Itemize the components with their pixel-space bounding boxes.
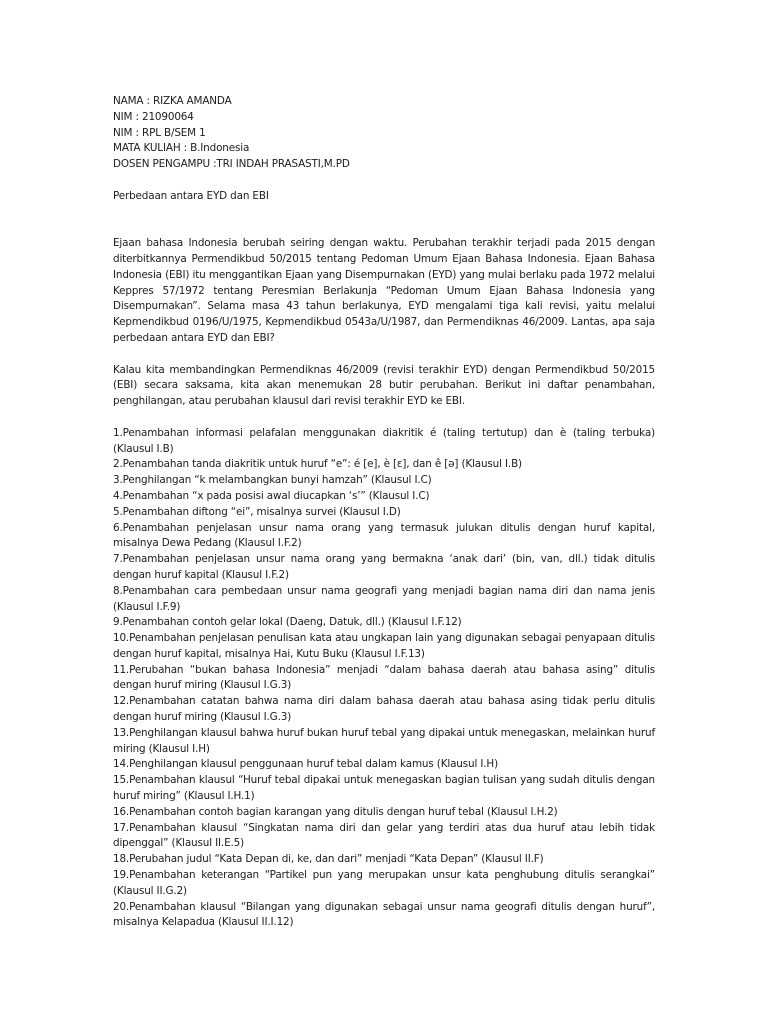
student-class: NIM : RPL B/SEM 1 (113, 126, 206, 139)
comparison-paragraph: Kalau kita membandingkan Permendiknas 46/2009 (revisi terakhir EYD) dengan Permendikbud 50/2015 (EBI) secara saksama, kita akan menemukan 28 butir perubahan. Berikut ini daftar penambahan, penghilangan, atau perubahan klausul dari revisi terakhir EYD ke EBI. (113, 363, 655, 408)
course-name: MATA KULIAH : B.Indonesia (113, 142, 250, 155)
list-item: 7.Penambahan penjelasan unsur nama orang yang bermakna ‘anak dari’ (bin, van, dll.) tidak ditulis dengan huruf kapital (Klausul I.F.2) (113, 553, 655, 581)
list-item: 4.Penambahan “x pada posisi awal diucapkan ‘s’” (Klausul I.C) (113, 489, 430, 502)
student-name: NAMA : RIZKA AMANDA (113, 95, 232, 107)
list-item: 18.Perubahan judul “Kata Depan di, ke, dan dari” menjadi “Kata Depan” (Klausul II.F) (113, 853, 544, 866)
list-item: 3.Penghilangan “k melambangkan bunyi hamzah” (Klausul I.C) (113, 474, 432, 487)
list-item: 11.Perubahan “bukan bahasa Indonesia” menjadi “dalam bahasa daerah atau bahasa asing” ditulis dengan huruf miring (Klausul I.G.3) (113, 663, 655, 692)
list-item: 16.Penambahan contoh bagian karangan yang ditulis dengan huruf tebal (Klausul I.H.2) (113, 805, 558, 818)
student-nim: NIM : 21090064 (113, 110, 194, 123)
list-item: 10.Penambahan penjelasan penulisan kata atau ungkapan lain yang digunakan sebagai penyapaan ditulis dengan huruf kapital, misalnya Hai, Kutu Buku (Klausul I.F.13) (113, 632, 655, 660)
document-title: Perbedaan antara EYD dan EBI (113, 189, 269, 202)
list-item: 6.Penambahan penjelasan unsur nama orang yang termasuk julukan ditulis dengan huruf kapital, misalnya Dewa Pedang (Klausul I.F.2) (113, 521, 655, 550)
list-item: 13.Penghilangan klausul bahwa huruf bukan huruf tebal yang dipakai untuk menegaskan, melainkan huruf miring (Klausul I.H) (113, 726, 655, 755)
list-item: 9.Penambahan contoh gelar lokal (Daeng, Datuk, dll.) (Klausul I.F.12) (113, 616, 462, 629)
lecturer-name: DOSEN PENGAMPU :TRI INDAH PRASASTI,M.PD (113, 158, 350, 171)
changes-list (113, 426, 655, 932)
document-body (113, 94, 655, 931)
list-item: 20.Penambahan klausul “Bilangan yang digunakan sebagai unsur nama geografi ditulis dengan huruf”, misalnya Kelapadua (Klausul II.I.12) (113, 900, 655, 929)
list-item: 8.Penambahan cara pembedaan unsur nama geografi yang menjadi bagian nama diri dan nama jenis (Klausul I.F.9) (113, 584, 655, 613)
list-item: 1.Penambahan informasi pelafalan menggunakan diakritik é (taling tertutup) dan è (taling terbuka) (Klausul I.B) (113, 426, 655, 455)
intro-paragraph: Ejaan bahasa Indonesia berubah seiring dengan waktu. Perubahan terakhir terjadi pada 2015 dengan diterbitkannya Permendikbud 50/2015 tentang Pedoman Umum Ejaan Bahasa Indonesia. Ejaan Bahasa Indonesia (EBI) itu menggantikan Ejaan yang Disempurnakan (EYD) yang mulai berlaku pada 1972 melalui Keppres 57/1972 tentang Peresmian Berlakunja “Pedoman Umum Ejaan Bahasa Indonesia yang Disempurnakan”. Selama masa 43 tahun berlakunya, EYD mengalami tiga kali revisi, yaitu melalui Kepmendikbud 0196/U/1975, Kepmendikbud 0543a/U/1987, dan Permendiknas 46/2009. Lantas, apa saja perbedaan antara EYD dan EBI? (113, 237, 655, 344)
student-info (113, 94, 655, 173)
list-item: 17.Penambahan klausul “Singkatan nama diri dan gelar yang terdiri atas dua huruf atau lebih tidak dipenggal” (Klausul II.E.5) (113, 821, 655, 850)
list-item: 12.Penambahan catatan bahwa nama diri dalam bahasa daerah atau bahasa asing tidak perlu ditulis dengan huruf miring (Klausul I.G.3) (113, 695, 655, 724)
list-item: 2.Penambahan tanda diakritik untuk huruf “e”: é [e], è [ɛ], dan ê [ə] (Klausul I.B) (113, 458, 522, 471)
list-item: 15.Penambahan klausul “Huruf tebal dipakai untuk menegaskan bagian tulisan yang sudah ditulis dengan huruf miring” (Klausul I.H.1) (113, 774, 655, 803)
list-item: 19.Penambahan keterangan “Partikel pun yang merupakan unsur kata penghubung ditulis serangkai” (Klausul II.G.2) (113, 869, 655, 897)
list-item: 5.Penambahan diftong “ei”, misalnya survei (Klausul I.D) (113, 505, 401, 518)
list-item: 14.Penghilangan klausul penggunaan huruf tebal dalam kamus (Klausul I.H) (113, 758, 498, 771)
